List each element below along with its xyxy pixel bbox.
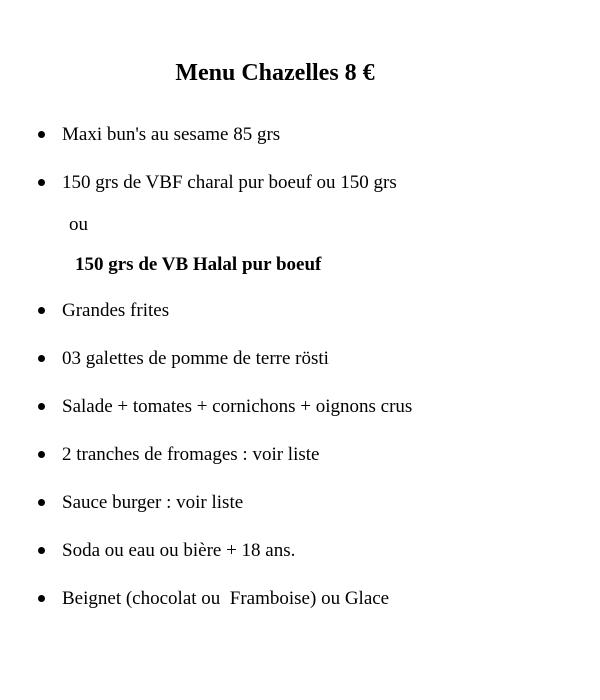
list-item: Beignet (chocolat ou Framboise) ou Glace [62,588,390,609]
bullet-icon [38,355,45,362]
bullet-icon [38,499,45,506]
list-item: Maxi bun's au sesame 85 grs [62,124,281,145]
list-item: 03 galettes de pomme de terre rösti [62,348,329,369]
list-item: Salade + tomates + cornichons + oignons crus [62,396,413,417]
bullet-icon [38,595,45,602]
bullet-icon [38,547,45,554]
bullet-icon [38,451,45,458]
list-item: Soda ou eau ou bière + 18 ans. [62,540,296,561]
bullet-icon [38,179,45,186]
list-item: 150 grs de VBF charal pur boeuf ou 150 grs [62,172,397,193]
bullet-icon [38,307,45,314]
bullet-icon [38,403,45,410]
page-title: Menu Chazelles 8 € [175,60,375,86]
list-item: Sauce burger : voir liste [62,492,244,513]
bullet-icon [38,131,45,138]
or-label: ou [69,214,88,235]
list-item: 2 tranches de fromages : voir liste [62,444,320,465]
halal-option: 150 grs de VB Halal pur boeuf [75,254,322,275]
list-item: Grandes frites [62,300,170,321]
